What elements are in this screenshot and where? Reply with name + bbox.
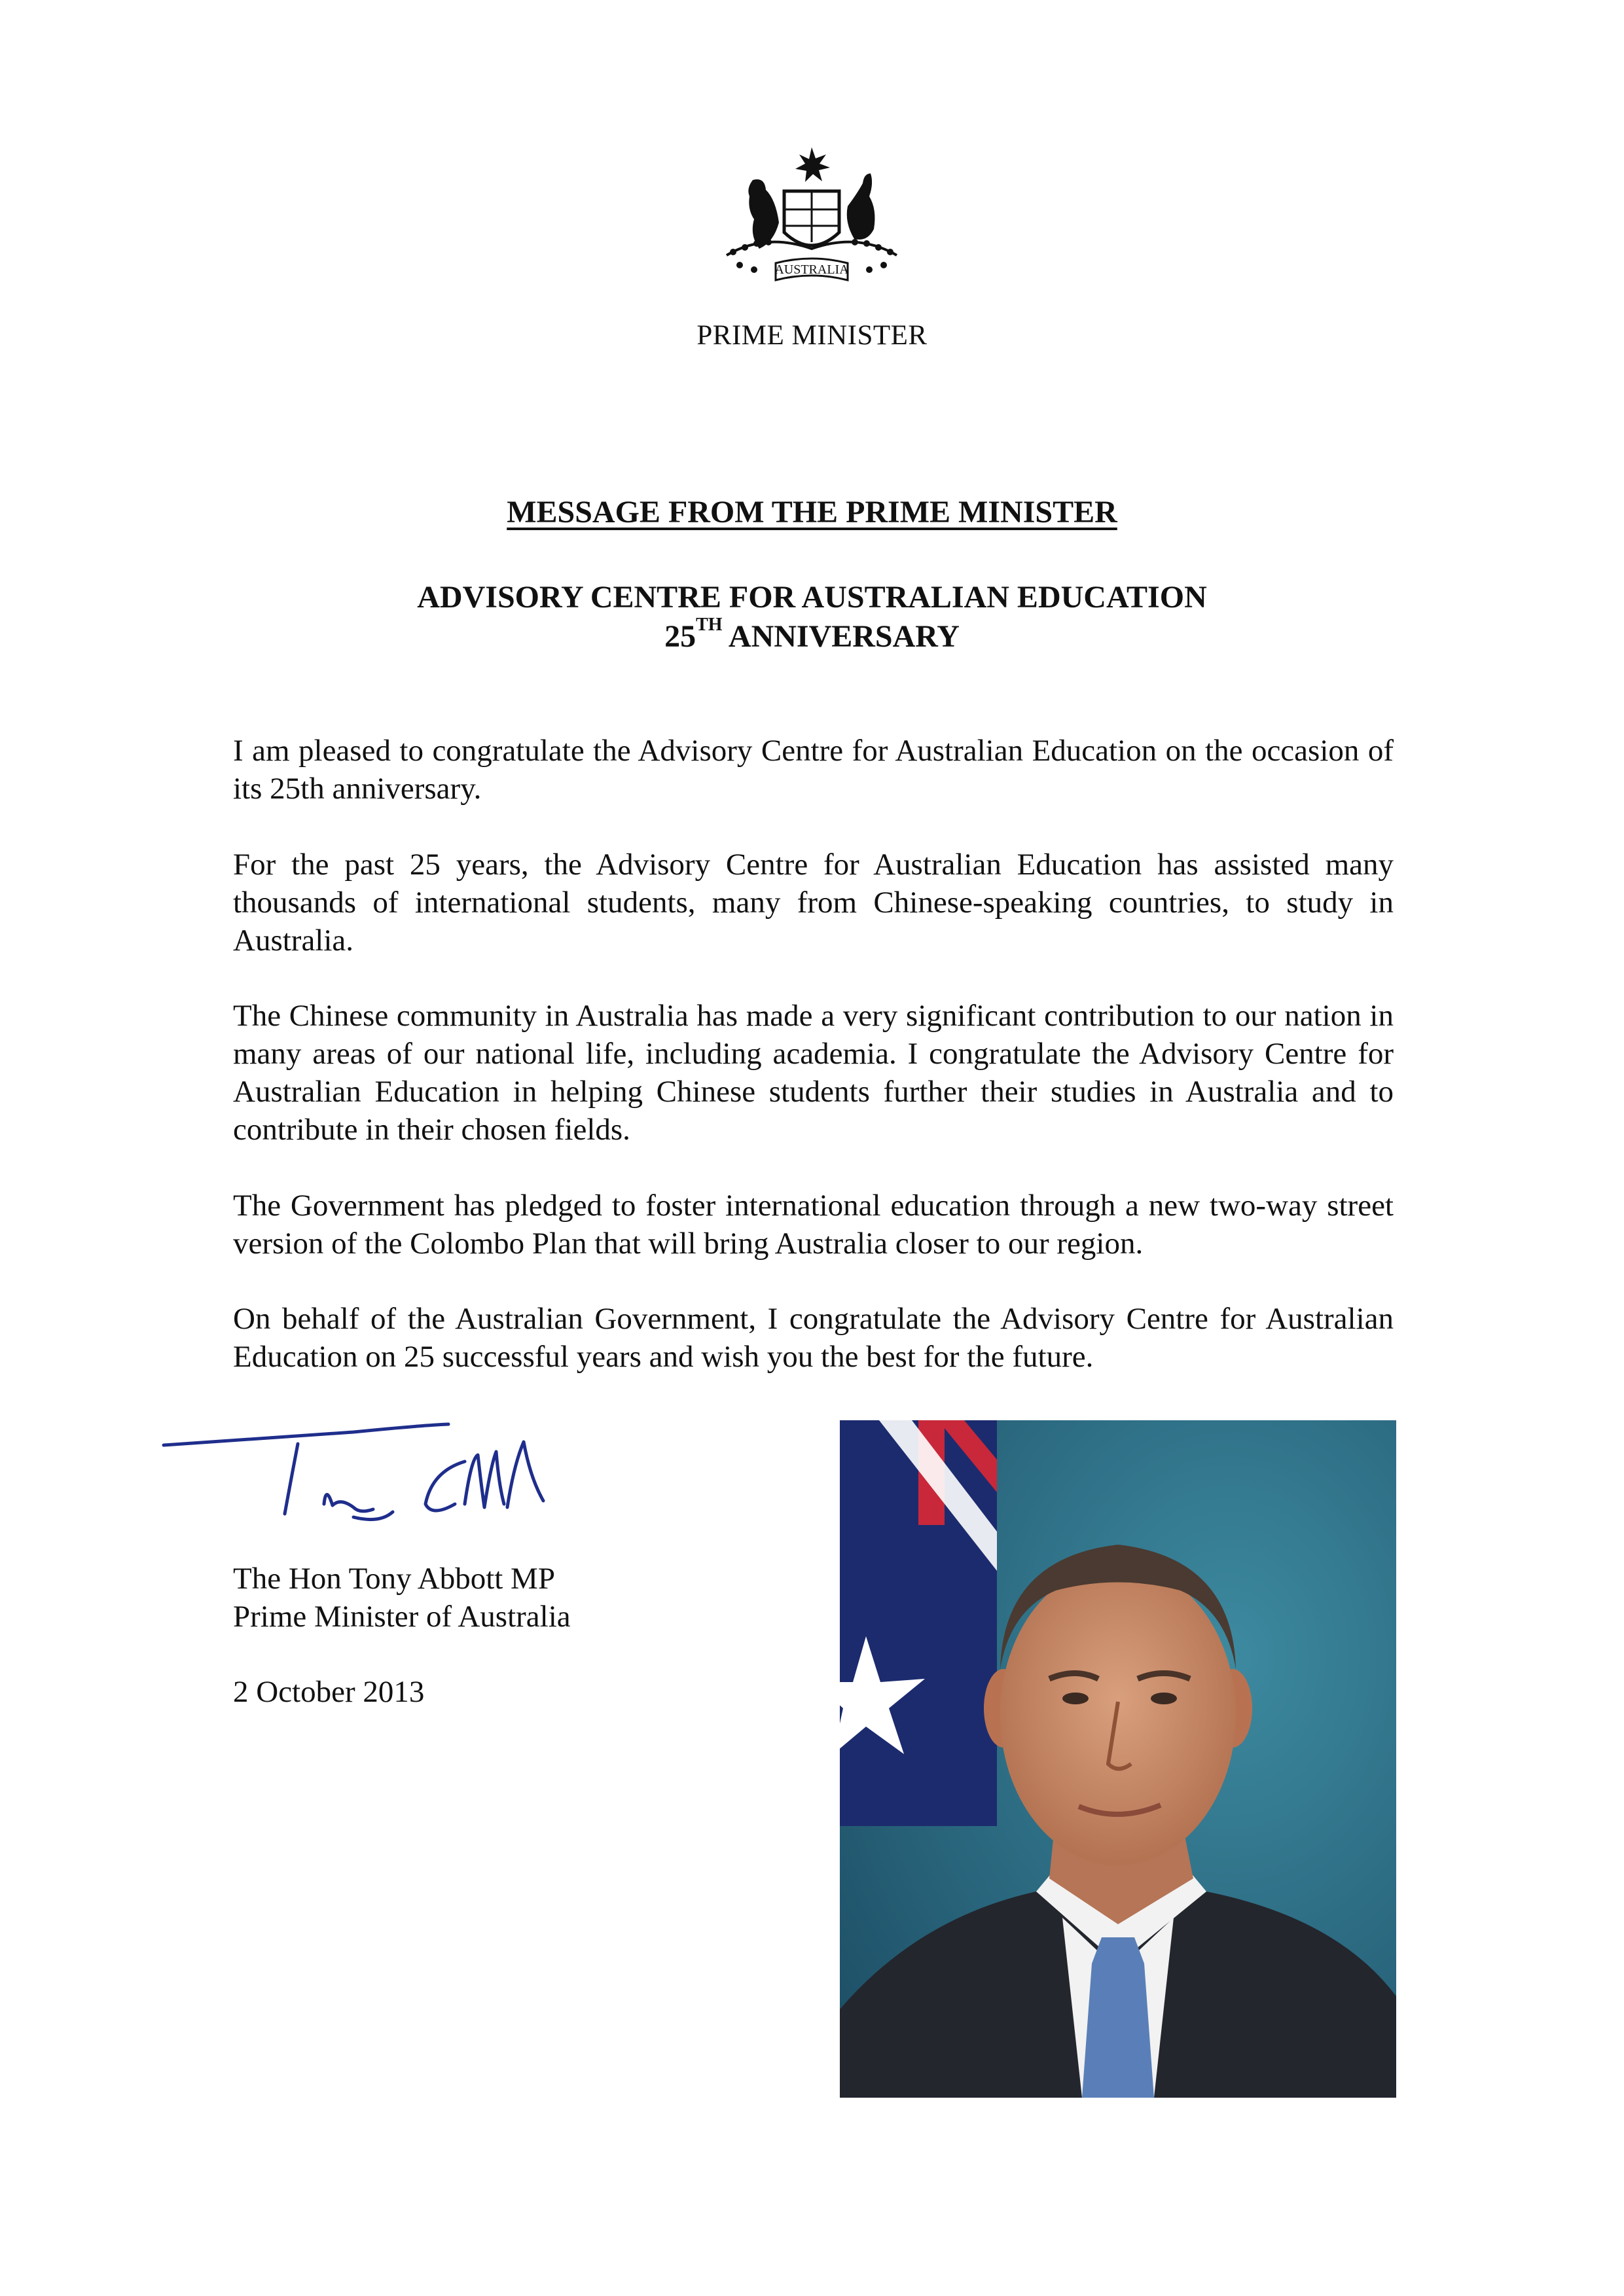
body-paragraph-4: The Government has pledged to foster international education through a new two-way street version of the Colombo Plan that will bring Australia closer to our region.: [233, 1189, 1394, 1261]
office-title: PRIME MINISTER: [696, 320, 928, 351]
anniversary-number: 25: [664, 619, 696, 654]
body-paragraph-3: The Chinese community in Australia has made a very significant contribution to our nation in many areas of our national life, including academia. I congratulate the Advisory Centre for Australian Education in helping Chinese students further their studies in Australia and to contribute in their chosen fields.: [233, 999, 1394, 1147]
anniversary-word: ANNIVERSARY: [722, 619, 960, 654]
crest-scroll-text: AUSTRALIA: [774, 262, 849, 277]
anniversary-title: [0, 615, 1624, 655]
handwritten-signature-icon: [157, 1393, 576, 1550]
organisation-title: ADVISORY CENTRE FOR AUSTRALIAN EDUCATION: [417, 580, 1207, 615]
body-paragraph-5: On behalf of the Australian Government, I congratulate the Advisory Centre for Australian Education on 25 successful years and wish you the best for the future.: [233, 1302, 1394, 1374]
signatory-role: Prime Minister of Australia: [233, 1600, 571, 1634]
coat-of-arms-icon: [713, 144, 910, 298]
portrait-photo: [840, 1420, 1396, 2098]
body-paragraph-1: I am pleased to congratulate the Advisory Centre for Australian Education on the occasion of its 25th anniversary.: [233, 734, 1394, 806]
body-paragraph-2: For the past 25 years, the Advisory Centre for Australian Education has assisted many thousands of international students, many from Chinese-speaking countries, to study in Australia.: [233, 848, 1394, 958]
anniversary-suffix: TH: [696, 615, 723, 635]
message-title: MESSAGE FROM THE PRIME MINISTER: [507, 495, 1117, 529]
signatory-name: The Hon Tony Abbott MP: [233, 1562, 555, 1596]
letter-date: 2 October 2013: [233, 1675, 425, 1709]
